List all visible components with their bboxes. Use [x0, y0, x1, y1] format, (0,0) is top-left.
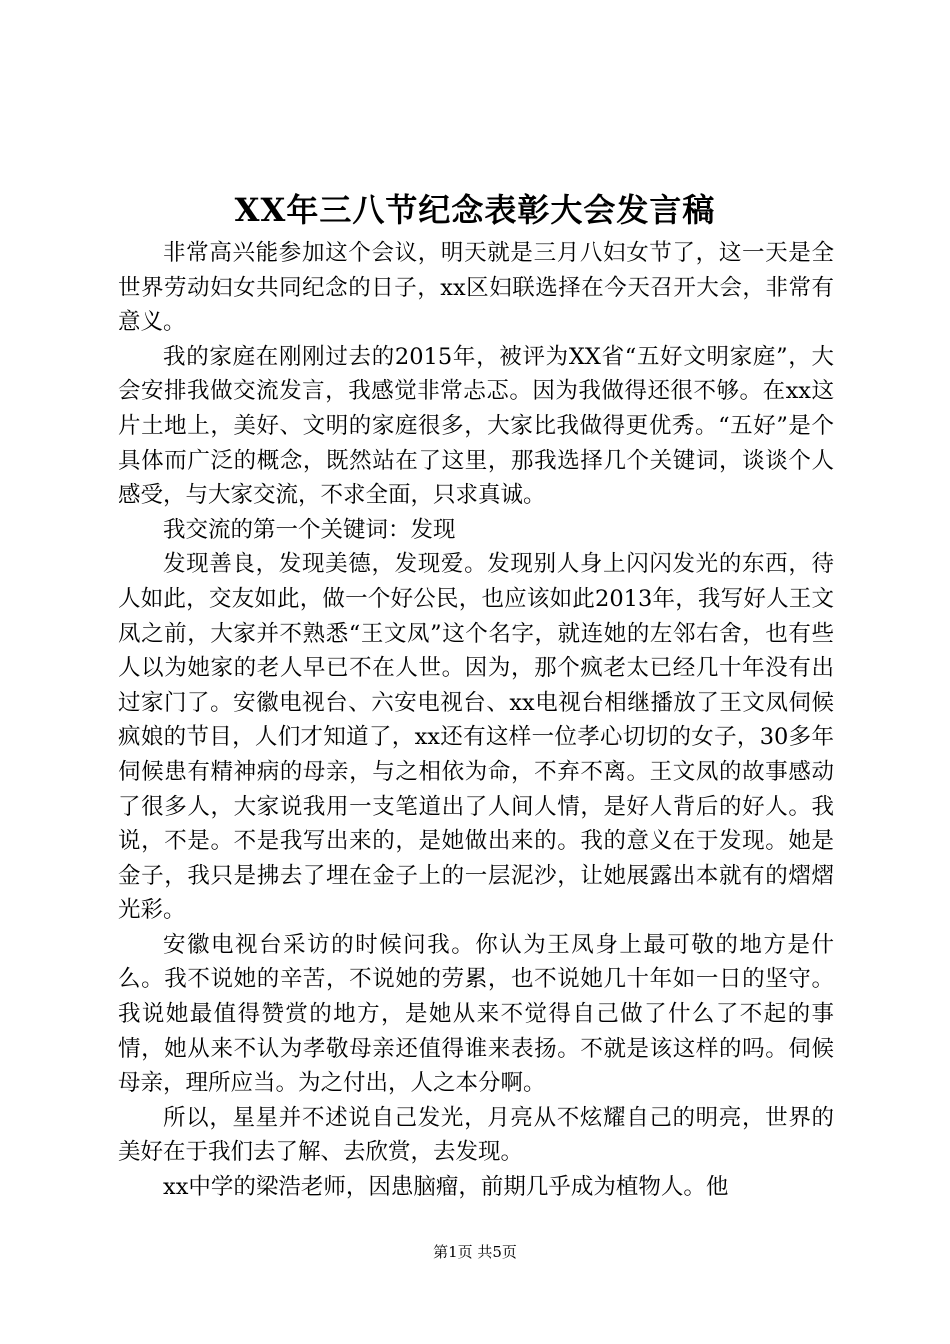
page-footer: 第1页 共5页: [433, 1243, 517, 1261]
paragraph: xx中学的梁浩老师，因患脑瘤，前期几乎成为植物人。他: [163, 1174, 729, 1201]
paragraph: 安徽电视台采访的时候问我。你认为王凤身上最可敬的地方是什么。我不说她的辛苦，不说她的劳累，也不说她几十年如一日的坚守。我说她最值得赞赏的地方，是她从来不觉得自己做了什么了不起的事情，她从来不认为孝敬母亲还值得谁来表扬。不就是该这样的吗。伺候母亲，理所应当。为之付出，人之本分啊。: [118, 931, 834, 1097]
document-title: XX年三八节纪念表彰大会发言稿: [234, 191, 716, 229]
paragraph: 发现善良，发现美德，发现爱。发现别人身上闪闪发光的东西，待人如此，交友如此，做一个好公民，也应该如此2013年，我写好人王文凤之前，大家并不熟悉“王文凤”这个名字，就连她的左邻右舍，也有些人以为她家的老人早已不在人世。因为，那个疯老太已经几十年没有出过家门了。安徽电视台、六安电视台、xx电视台相继播放了王文凤伺候疯娘的节目，人们才知道了，xx还有这样一位孝心切切的女子，30多年伺候患有精神病的母亲，与之相依为命，不弃不离。王文凤的故事感动了很多人，大家说我用一支笔道出了人间人情，是好人背后的好人。我说，不是。不是我写出来的，是她做出来的。我的意义在于发现。她是金子，我只是拂去了埋在金子上的一层泥沙，让她展露出本就有的熠熠光彩。: [118, 551, 834, 924]
document-body: [118, 236, 834, 1205]
paragraph: 所以，星星并不述说自己发光，月亮从不炫耀自己的明亮，世界的美好在于我们去了解、去欣赏，去发现。: [118, 1104, 834, 1166]
paragraph: 非常高兴能参加这个会议，明天就是三月八妇女节了，这一天是全世界劳动妇女共同纪念的日子，xx区妇联选择在今天召开大会，非常有意义。: [118, 240, 834, 336]
section-heading: 我交流的第一个关键词：发现: [163, 516, 456, 543]
paragraph: 我的家庭在刚刚过去的2015年，被评为XX省“五好文明家庭”，大会安排我做交流发言，我感觉非常忐忑。因为我做得还很不够。在xx这片土地上，美好、文明的家庭很多，大家比我做得更优秀。“五好”是个具体而广泛的概念，既然站在了这里，那我选择几个关键词，谈谈个人感受，与大家交流，不求全面，只求真诚。: [118, 343, 834, 509]
